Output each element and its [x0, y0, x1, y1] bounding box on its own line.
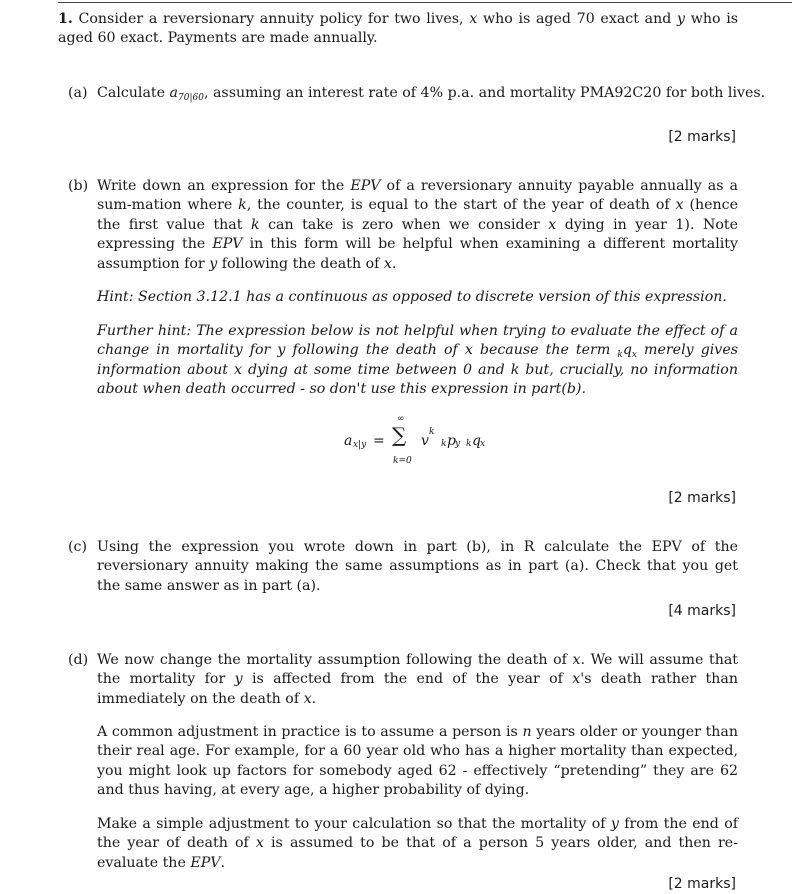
- eq-p: p: [447, 433, 456, 449]
- p2-seg: n: [522, 724, 532, 740]
- part-d-para-2: [97, 723, 738, 801]
- part-b-label: (b): [68, 178, 89, 194]
- p3-seg: EPV: [190, 854, 221, 871]
- part-a-text: [97, 84, 766, 103]
- eq-equals: =: [373, 433, 385, 449]
- part-b-seg: x: [383, 255, 392, 272]
- eq-lhs: a: [344, 433, 353, 449]
- part-b-seg: Write down an expression for the: [97, 178, 351, 194]
- part-b-seg: x: [675, 197, 684, 214]
- fh-k: k: [617, 350, 623, 361]
- part-b-seg: EPV: [350, 178, 381, 194]
- p2-seg: A common adjustment in practice is to assume a person is: [97, 724, 523, 740]
- part-b-seg: y: [209, 255, 218, 272]
- annuity-subscript: 70|60: [178, 93, 204, 103]
- part-b-text: [97, 177, 738, 274]
- part-d-para-3: [97, 815, 738, 873]
- eq-upper: ∞: [397, 414, 405, 424]
- p1-seg: x: [303, 690, 312, 707]
- p1-seg: x: [572, 671, 581, 688]
- p3-seg: Make a simple adjustment to your calculation so that the mortality of: [97, 816, 611, 832]
- part-b-seg: k: [250, 216, 260, 233]
- p1-seg: 's death rather than immediately on the death of: [97, 671, 738, 707]
- part-d-para-1: [97, 651, 738, 709]
- eq-v-sup: k: [429, 427, 435, 437]
- eq-lower: k=0: [393, 456, 412, 466]
- question-intro: [58, 10, 738, 49]
- p3-seg: .: [220, 854, 226, 871]
- question-number: 1.: [58, 11, 73, 27]
- part-d-marks: [2 marks]: [668, 876, 736, 892]
- part-b-seg: (hence the first value that: [97, 197, 738, 233]
- part-b-seg: of a reversionary annuity payable annually as a sum-mation where: [97, 178, 738, 214]
- part-b-marks: [2 marks]: [668, 490, 736, 506]
- part-d-label: (d): [68, 652, 89, 668]
- fh-x: x: [631, 350, 637, 361]
- part-c-label: (c): [68, 539, 88, 555]
- p1-seg: is affected from the end of the year of: [242, 671, 573, 688]
- eq-q-sub: x: [480, 439, 486, 449]
- p1-seg: . We will assume that the mortality for: [97, 652, 738, 688]
- fh-q: q: [622, 342, 632, 359]
- eq-lhs-sub: x|y: [353, 440, 367, 450]
- part-b-seg: EPV: [212, 236, 243, 253]
- part-c-text: Using the expression you wrote down in part (b), in R calculate the EPV of the reversionary annuity making the same assumptions as in part (a). Check that you get the same answer as in part (a).: [97, 539, 738, 594]
- intro-text: Consider a reversionary annuity policy for two lives,: [78, 11, 470, 27]
- p1-seg: x: [572, 652, 581, 668]
- part-a-text-b: , assuming an interest rate of 4% p.a. and mortality PMA92C20 for both lives.: [203, 85, 766, 101]
- part-a-text-a: Calculate: [97, 85, 170, 101]
- annuity-symbol: a: [169, 85, 179, 101]
- part-b-seg: , the counter, is equal to the start of the year of death of: [246, 197, 676, 214]
- p3-seg: y: [610, 816, 619, 832]
- var-y: y: [676, 11, 685, 27]
- p3-seg: is assumed to be that of a person 5 years older, and then re-evaluate the: [97, 835, 738, 871]
- part-b-seg: can take is zero when we consider: [259, 216, 549, 233]
- part-c-marks: [4 marks]: [668, 603, 736, 619]
- intro-text: who is aged 70 exact and: [477, 11, 677, 27]
- eq-p-sub: y: [455, 439, 461, 449]
- part-b-seg: in this form will be helpful when examining a different mortality assumption for: [97, 236, 739, 272]
- part-b-seg: dying in year 1). Note expressing the: [97, 216, 739, 253]
- part-a-label: (a): [68, 85, 88, 101]
- eq-kp-pre: k: [441, 439, 447, 449]
- var-x: x: [469, 11, 478, 27]
- further-hint-b: merely gives information about x dying at some time between 0 and k but, crucially, no information about when death occurred - so don't use this expression in part(b).: [97, 342, 738, 398]
- top-rule: [58, 2, 792, 3]
- p2-seg: years older or younger than their real age. For example, for a 60 year old who has a higher mortality than expected, you might look up factors for somebody aged 62 - effectively “pretending” they are 62 and thus having, at every age, a higher probability of dying.: [97, 724, 739, 799]
- p1-seg: y: [234, 671, 243, 688]
- eq-q: q: [472, 433, 481, 449]
- part-b-seg: k: [238, 197, 247, 214]
- p1-seg: We now change the mortality assumption following the death of: [97, 652, 573, 668]
- part-b-further-hint: [97, 322, 738, 400]
- p1-seg: .: [311, 690, 317, 707]
- part-b-hint: Hint: Section 3.12.1 has a continuous as opposed to discrete version of this expression.: [97, 289, 727, 305]
- part-a-marks: [2 marks]: [668, 129, 736, 145]
- p3-seg: x: [255, 835, 264, 852]
- sigma-icon: ∑: [392, 423, 407, 447]
- further-hint-a: Further hint: The expression below is not helpful when trying to evaluate the effect of a change in mortality for y following the death of x because the term: [97, 323, 738, 359]
- part-b-seg: x: [548, 216, 557, 233]
- part-b-seg: .: [391, 255, 397, 272]
- intro-text: who is aged 60 exact. Payments are made annually.: [58, 11, 739, 47]
- eq-v: v: [421, 433, 429, 449]
- p3-seg: from the end of the year of death of: [97, 816, 738, 852]
- part-b-seg: following the death of: [217, 255, 384, 272]
- summation-equation: [344, 414, 524, 468]
- eq-kq-pre: k: [466, 439, 472, 449]
